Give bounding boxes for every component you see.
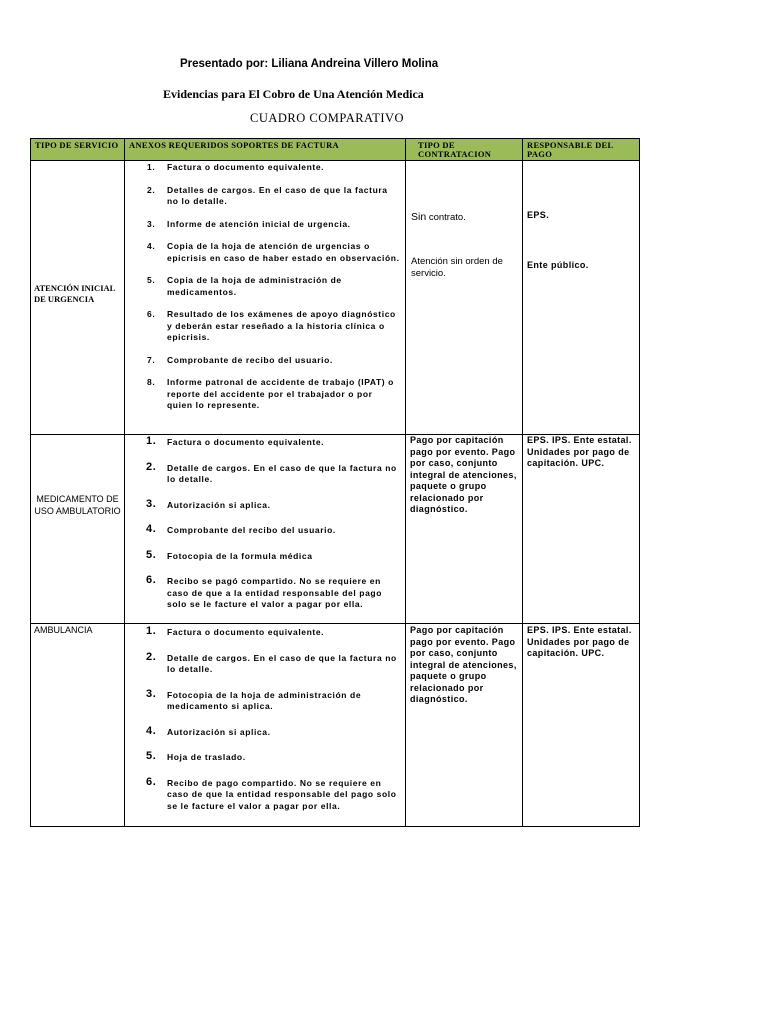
attachments-cell	[125, 161, 406, 435]
payer-cell	[523, 624, 640, 827]
contract-type-text: Pago por capitación pago por evento. Pago por caso, conjunto integral de atenciones, paquete o grupo relacionado por diagnóstico.	[410, 435, 517, 514]
column-header-payer: RESPONSABLE DEL PAGO	[523, 139, 640, 161]
table-row	[31, 161, 640, 435]
list-item: 3. Informe de atención inicial de urgencia.	[147, 218, 351, 229]
payer-text-1: EPS.	[527, 210, 550, 220]
contract-type-text-2: Atención sin orden de servicio.	[411, 256, 503, 279]
service-name: ATENCIÓN INICIAL DE URGENCIA	[34, 282, 115, 304]
list-item: 6. Resultado de los exámenes de apoyo diagnóstico y deberán estar reseñado a la historia clínica o epicrisis.	[147, 309, 396, 342]
list-item: 1. Factura o documento equivalente.	[146, 435, 325, 447]
list-item: 6. Recibo se pagó compartido. No se requiere en caso de que a la entidad responsable del pago solo se le facture el valor a pagar por ella.	[146, 574, 382, 609]
contract-type-cell	[406, 624, 523, 827]
table-header-row	[31, 139, 640, 161]
contract-type-cell	[406, 435, 523, 624]
attachments-cell	[125, 435, 406, 624]
column-header-service-type: TIPO DE SERVICIO	[31, 139, 125, 161]
table-row	[31, 624, 640, 827]
payer-text: EPS. IPS. Ente estatal. Unidades por pago de capitación. UPC.	[527, 435, 632, 468]
service-cell	[31, 435, 125, 624]
list-item: 2. Detalle de cargos. En el caso de que la factura no lo detalle.	[146, 650, 397, 674]
service-cell	[31, 624, 125, 827]
payer-text: EPS. IPS. Ente estatal. Unidades por pago de capitación. UPC.	[527, 625, 632, 658]
service-name: AMBULANCIA	[34, 625, 93, 635]
column-header-contract-type: TIPO DE CONTRATACION	[406, 139, 523, 161]
list-item: 7. Comprobante de recibo del usuario.	[147, 354, 333, 365]
presented-by: Presentado por: Liliana Andreina Villero Molina	[180, 58, 439, 70]
column-header-attachments: ANEXOS REQUERIDOS SOPORTES DE FACTURA	[125, 139, 406, 161]
table-row	[31, 435, 640, 624]
contract-type-cell	[406, 161, 523, 435]
table-title: CUADRO COMPARATIVO	[250, 111, 405, 125]
list-item: 5. Hoja de traslado.	[146, 750, 246, 762]
service-cell	[31, 161, 125, 435]
attachments-list	[125, 627, 405, 812]
payer-cell	[523, 435, 640, 624]
attachments-list	[125, 162, 405, 412]
comparison-table	[30, 138, 640, 827]
service-name: MEDICAMENTO DE USO AMBULATORIO	[34, 494, 121, 516]
list-item: 3. Fotocopia de la hoja de administración de medicamento si aplica.	[146, 687, 362, 711]
payer-text-2: Ente público.	[527, 259, 589, 270]
contract-type-text: Pago por capitación pago por evento. Pago por caso, conjunto integral de atenciones, paquete o grupo relacionado por diagnóstico.	[410, 625, 517, 704]
list-item: 3. Autorización si aplica.	[146, 497, 271, 510]
list-item: 1. Factura o documento equivalente.	[146, 625, 325, 637]
list-item: 6. Recibo de pago compartido. No se requiere en caso de que la entidad responsable del pago solo se le facture el valor a pagar por ella.	[146, 775, 397, 811]
contract-type-text-1: Sin contrato.	[411, 211, 466, 223]
list-item: 2. Detalles de cargos. En el caso de que la factura no lo detalle.	[147, 184, 388, 206]
attachments-list	[125, 437, 405, 611]
attachments-cell	[125, 624, 406, 827]
list-item: 2. Detalle de cargos. En el caso de que la factura no lo detalle.	[146, 460, 397, 484]
list-item: 1. Factura o documento equivalente.	[147, 162, 325, 172]
list-item: 5. Fotocopia de la formula médica	[146, 548, 313, 561]
document-subtitle: Evidencias para El Cobro de Una Atención Medica	[163, 87, 424, 101]
list-item: 4. Copia de la hoja de atención de urgencias o epicrisis en caso de haber estado en observación.	[147, 241, 400, 263]
list-item: 4. Comprobante del recibo del usuario.	[146, 523, 336, 535]
list-item: 5. Copia de la hoja de administración de medicamentos.	[147, 275, 342, 297]
list-item: 4. Autorización si aplica.	[146, 724, 271, 737]
payer-cell	[523, 161, 640, 435]
list-item: 8. Informe patronal de accidente de trabajo (IPAT) o reporte del accidente por el trabajador o por quien lo represente.	[147, 377, 394, 410]
